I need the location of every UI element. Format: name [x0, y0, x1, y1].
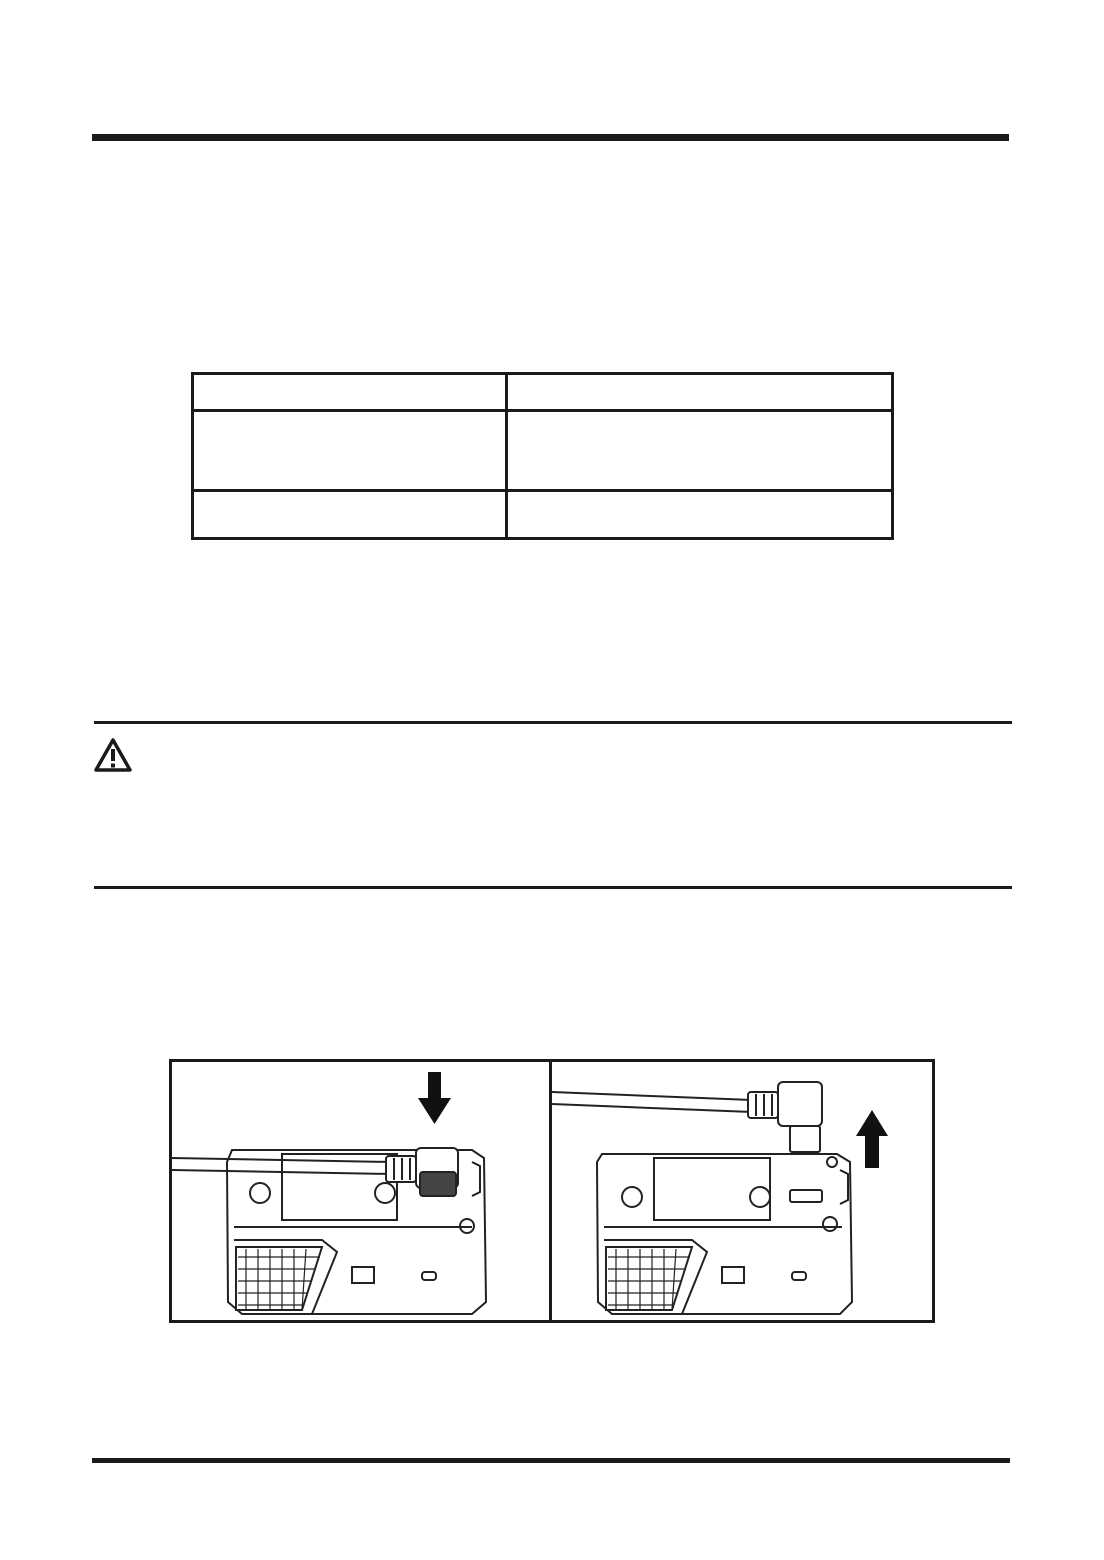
top-rule — [92, 134, 1009, 141]
connect-illustration — [172, 1062, 549, 1320]
bottom-rule — [92, 1458, 1010, 1463]
warning-bottom-rule — [94, 886, 1012, 889]
spec-table — [191, 372, 894, 540]
table-row — [194, 492, 891, 537]
arrow-down-icon — [418, 1072, 451, 1124]
disconnect-illustration — [552, 1062, 932, 1320]
connector-figure — [169, 1059, 935, 1323]
cable — [552, 1092, 752, 1112]
arrow-up-icon — [856, 1110, 888, 1168]
warning-triangle-icon — [93, 737, 133, 773]
usb-connector — [748, 1082, 822, 1152]
table-column-divider — [505, 375, 508, 537]
table-row — [194, 375, 891, 412]
warning-top-rule — [94, 721, 1012, 724]
table-row — [194, 412, 891, 492]
